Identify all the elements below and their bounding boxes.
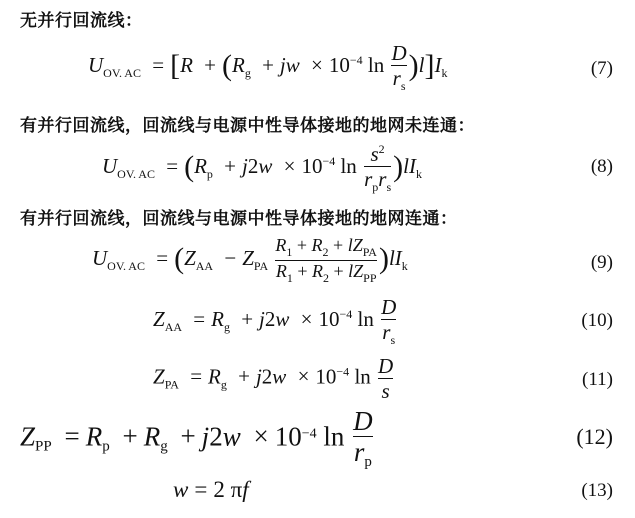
heading-parallel-connected: 有并行回流线，回流线与电源中性导体接地的地网连通： <box>20 209 458 229</box>
equation-number-11: (11) <box>582 369 613 390</box>
equation-8: $U_{OV. AC} = (R_p + j2w \times 10^{-4}$ ln $\frac{s^2}{r_pr_s}$ )$lI_k$ <box>102 142 422 195</box>
equation-number-12: (12) <box>576 424 613 449</box>
equation-number-10: (10) <box>581 310 613 331</box>
equation-13: w = 2 πf <box>173 477 249 502</box>
equation-12: $Z_{PP} = R_p + R_g + j2w \times 10^{-4}$ ln $\frac{D}{r_p}$ <box>20 406 373 471</box>
heading-no-parallel-return: 无并行回流线： <box>20 11 143 31</box>
equation-7: $U_{OV. AC} = [R + (R_g$ + jw × $10^{-4}$ ln $\frac{D}{r_s}$ )$l]I_k$ <box>88 41 448 94</box>
equation-number-8: (8) <box>590 156 613 177</box>
equation-10: $Z_{AA} = R_g + j2w \times 10^{-4}$ ln $\frac{D}{r_s}$ <box>153 295 397 348</box>
equation-number-9: (9) <box>590 252 613 273</box>
equation-9: $U_{OV. AC} = (Z_{AA} - Z_{PA}$ $\frac{R_1 + R_2 + lZ_{PA}}{R_1 + R_2 + lZ_{PP}}$ )$lI_k$ <box>92 235 408 285</box>
equation-11: $Z_{PA} = R_g + j2w \times 10^{-4}$ ln $\frac{D}{s}$ <box>153 354 394 404</box>
equation-number-13: (13) <box>581 480 613 501</box>
equation-number-7: (7) <box>590 58 613 79</box>
heading-parallel-not-connected: 有并行回流线，回流线与电源中性导体接地的地网未连通： <box>20 116 475 136</box>
